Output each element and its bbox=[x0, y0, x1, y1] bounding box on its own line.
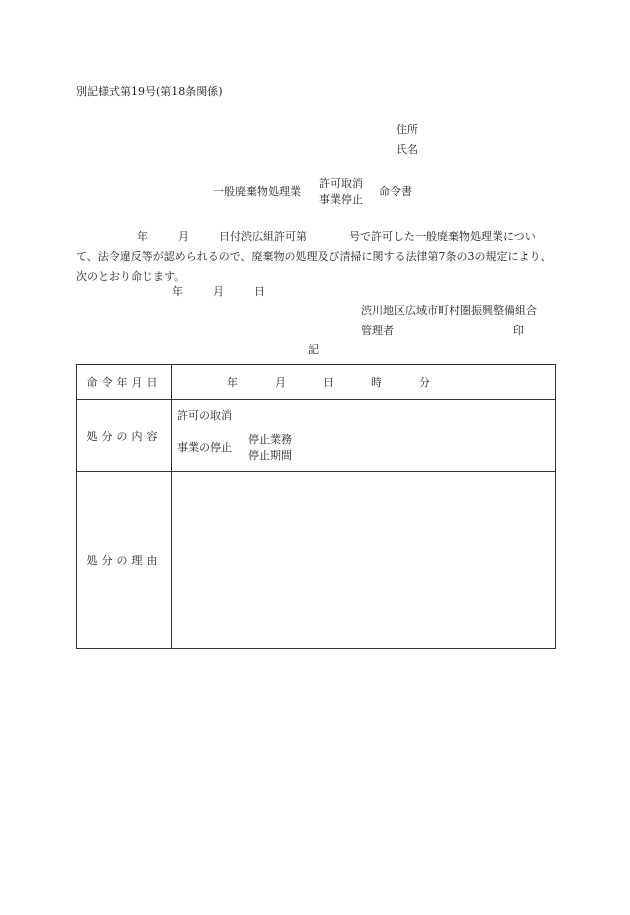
address-label: 住所 bbox=[396, 123, 418, 136]
issuer-seal: 印 bbox=[513, 324, 524, 337]
order-date-day-unit: 日 bbox=[323, 376, 334, 389]
order-date-field[interactable] bbox=[172, 365, 556, 400]
title-option-cancel: 許可取消 bbox=[319, 177, 363, 190]
order-date-label: 命令年月日 bbox=[77, 365, 172, 400]
disposition-reason-label: 処分の理由 bbox=[77, 472, 172, 649]
body-date-year: 年 bbox=[137, 230, 148, 243]
title-option-suspend: 事業停止 bbox=[319, 193, 363, 206]
order-date-year-unit: 年 bbox=[227, 376, 238, 389]
order-date-minute-unit: 分 bbox=[419, 376, 430, 389]
issue-date-year: 年 bbox=[172, 285, 183, 298]
title-suffix: 命令書 bbox=[379, 185, 412, 198]
form-number: 別記様式第19号(第18条関係) bbox=[76, 85, 223, 98]
body-text-1: 日付渋広組許可第 bbox=[219, 230, 307, 243]
issue-date-day: 日 bbox=[254, 285, 265, 298]
table-row-disposition-content bbox=[77, 400, 556, 472]
table-row-order-date bbox=[77, 365, 556, 400]
table-row-disposition-reason bbox=[77, 472, 556, 649]
body-paragraph bbox=[76, 227, 554, 287]
order-date-hour-unit: 時 bbox=[371, 376, 382, 389]
title-prefix: 一般廃棄物処理業 bbox=[213, 185, 301, 198]
issuer-title: 管理者 bbox=[361, 324, 394, 337]
ki-heading: 記 bbox=[308, 343, 319, 356]
suspend-business-label: 事業の停止 bbox=[177, 441, 232, 454]
body-text-2: 号で許可した一般廃棄物処理業について、法令違反等が認められるので、廃棄物の処理及び清掃に関する法律第7条の3の規定により、次のとおり命じます。 bbox=[76, 230, 552, 283]
disposition-content-field[interactable] bbox=[172, 400, 556, 472]
cancel-permit-label: 許可の取消 bbox=[177, 409, 232, 422]
suspended-business-label: 停止業務 bbox=[248, 433, 292, 446]
disposition-reason-field[interactable] bbox=[172, 472, 556, 649]
issuer-organization: 渋川地区広域市町村圏振興整備組合 bbox=[361, 304, 537, 317]
disposition-content-label: 処分の内容 bbox=[77, 400, 172, 472]
order-date-month-unit: 月 bbox=[275, 376, 286, 389]
suspension-period-label: 停止期間 bbox=[248, 449, 292, 462]
issue-date-month: 月 bbox=[213, 285, 224, 298]
order-table bbox=[76, 364, 556, 649]
issue-date bbox=[172, 286, 265, 297]
body-date-month: 月 bbox=[178, 230, 189, 243]
name-label: 氏名 bbox=[396, 143, 418, 156]
